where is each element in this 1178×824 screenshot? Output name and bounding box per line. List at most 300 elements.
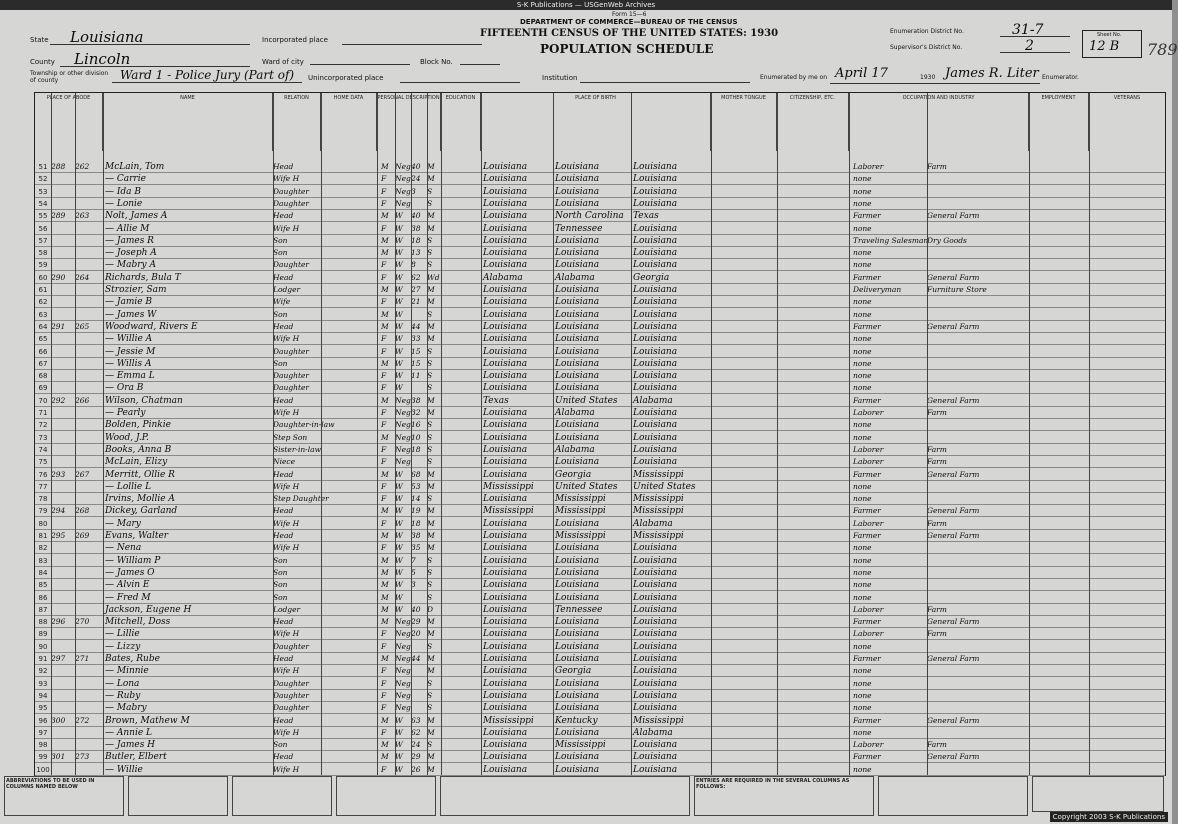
colhead-relation: RELATION [273,93,321,151]
cell-name: — Willis A [105,358,152,369]
table-row [35,432,1165,444]
cell-ind [927,358,997,370]
cell-dw: 293 [51,469,66,479]
cell-dw [51,223,75,235]
cell-name: Wood, J.P. [105,432,149,443]
cell-ms: M [427,481,435,491]
cell-ms: S [427,567,433,577]
cell-dw [51,198,75,210]
cell-dw [51,296,75,308]
cell-dw [51,259,75,271]
cell-rel: Sister-in-law [273,444,322,454]
cell-rn: 66 [38,347,48,356]
cell-ind: General Farm [927,272,980,282]
cell-birth: Louisiana [483,690,528,701]
table-row [35,530,1165,542]
cell-ms: M [427,506,435,516]
cell-dw [51,518,75,530]
cell-sex: M [381,506,389,516]
cell-dw: 290 [51,272,66,282]
cell-rel: Niece [273,457,296,467]
cell-name: — Mabry [105,703,147,714]
cell-dw: 291 [51,321,66,331]
institution-label: Institution [542,74,578,82]
cell-rel: Head [273,715,294,725]
cell-name: Bolden, Pinkie [105,420,171,431]
cell-ind: Farm [927,408,947,417]
column-divider [711,93,712,775]
cell-fam [75,173,101,185]
cell-name: Evans, Walter [105,531,169,541]
table-row [35,567,1165,579]
cell-dw [51,309,75,321]
cell-mother: Alabama [633,727,673,738]
supervisor-value: 2 [1025,38,1034,54]
cell-sex: F [381,174,387,184]
cell-father: Louisiana [555,346,600,357]
enum-district-value: 31-7 [1012,22,1044,38]
cell-mother: Louisiana [633,752,678,763]
cell-rel: Daughter [273,703,309,713]
cell-name: Dickey, Garland [105,506,178,517]
cell-race: W [395,371,403,381]
cell-occ: Laborer [853,408,884,417]
enumerated-date: April 17 [835,66,888,81]
cell-birth: Louisiana [483,371,528,382]
cell-sex: M [381,248,389,258]
cell-sex: M [381,617,389,627]
cell-race: Neg [395,678,411,688]
cell-birth: Louisiana [483,469,528,480]
cell-age: 32 [411,408,421,417]
cell-rel: Daughter [273,186,309,196]
cell-race: W [395,752,403,762]
column-divider [75,93,76,775]
cell-dw [51,173,75,185]
cell-age: 20 [411,629,421,639]
cell-rn: 99 [38,753,48,762]
cell-sex: F [381,297,387,307]
cell-ind: General Farm [927,469,980,479]
cell-father: Louisiana [555,567,600,578]
cell-sex: M [381,740,389,750]
cell-race: Neg [395,432,411,442]
table-row [35,296,1165,308]
cell-rel: Daughter [273,346,309,356]
cell-dw [51,665,75,677]
cell-occ: none [853,260,872,270]
cell-fam: 268 [75,506,90,516]
table-row [35,272,1165,284]
state-value: Louisiana [70,28,144,46]
cell-occ: none [853,346,872,356]
cell-father: Louisiana [555,358,600,369]
cell-occ: Laborer [853,740,884,750]
table-row [35,186,1165,198]
cell-rel: Daughter-in-law [273,420,335,430]
cell-dw [51,186,75,198]
cell-ms: S [427,444,433,454]
cell-rn: 94 [38,691,48,700]
cell-occ: Laborer [853,457,884,467]
cell-ind [927,555,997,567]
cell-occ: Laborer [853,444,884,454]
cell-sex: M [381,162,389,171]
cell-rn: 98 [38,741,48,750]
cell-birth: Louisiana [483,211,528,222]
table-row [35,505,1165,517]
column-divider [553,93,554,775]
cell-occ: none [853,309,872,319]
cell-rn: 77 [38,482,48,491]
cell-race: W [395,223,403,233]
cell-fam: 267 [75,469,90,479]
cell-rn: 68 [38,372,48,381]
unincorporated-label: Unincorporated place [308,74,384,82]
cell-sex: M [381,567,389,577]
cell-rn: 72 [38,421,48,430]
sheet-number-box [1082,30,1142,58]
cell-mother: Louisiana [633,654,678,664]
cell-dw [51,333,75,345]
cell-ms: S [427,432,433,442]
cell-race: W [395,211,403,221]
cell-mother: Mississippi [633,469,684,480]
cell-race: Neg [395,198,411,208]
cell-ms: M [427,531,435,540]
cell-birth: Louisiana [483,494,528,505]
cell-ind: General Farm [927,531,980,540]
footer-entries: ENTRIES ARE REQUIRED IN THE SEVERAL COLUMNS AS FOLLOWS: [694,776,874,816]
cell-ms: S [427,641,433,651]
cell-sex: F [381,457,387,467]
cell-ms: M [427,211,435,221]
cell-ind: General Farm [927,506,980,516]
cell-name: — Jessie M [105,346,156,357]
cell-mother: Louisiana [633,383,678,394]
cell-sex: F [381,518,387,528]
cell-fam [75,296,101,308]
cell-age: 40 [411,162,421,171]
cell-rn: 51 [38,163,48,171]
cell-dw [51,604,75,616]
cell-mother: Louisiana [633,764,678,775]
cell-rn: 83 [38,556,48,565]
cell-occ: none [853,494,872,504]
cell-birth: Louisiana [483,198,528,209]
cell-ind: Farm [927,162,947,171]
column-divider [51,93,52,775]
cell-sex: F [381,666,387,676]
cell-sex: F [381,494,387,504]
cell-rn: 85 [38,581,48,590]
cell-fam: 262 [75,162,90,171]
ward-label: Ward of city [262,58,304,66]
enumerator-suffix: Enumerator. [1042,74,1079,81]
cell-rn: 86 [38,593,48,602]
cell-birth: Louisiana [483,666,528,677]
cell-age: 53 [411,481,421,491]
cell-ms: S [427,371,433,381]
cell-age [411,382,427,394]
colhead-veterans: VETERANS [1113,95,1141,101]
table-row [35,223,1165,235]
cell-ms: M [427,223,435,233]
census-table [34,92,1166,776]
table-row [35,628,1165,640]
cell-occ: none [853,358,872,368]
cell-fam [75,198,101,210]
column-divider [927,93,928,775]
colhead-tongue: MOTHER TONGUE [711,93,777,151]
cell-age: 24 [411,740,421,750]
state-label: State [30,36,49,44]
cell-name: Butler, Elbert [105,752,167,763]
cell-rel: Wife H [273,727,300,737]
cell-occ: none [853,371,872,381]
cell-ind [927,382,997,394]
cell-rel: Son [273,358,288,368]
table-row [35,542,1165,554]
cell-father: North Carolina [555,211,624,222]
cell-fam [75,456,101,468]
cell-name: — William P [105,555,161,566]
cell-name: Books, Anna B [105,444,172,455]
cell-rel: Daughter [273,690,309,700]
cell-father: Mississippi [555,740,606,751]
cell-name: — James O [105,567,155,578]
cell-rn: 76 [38,470,48,479]
cell-rn: 79 [38,507,48,516]
cell-age [411,309,427,321]
cell-ind [927,419,997,431]
cell-age: 26 [411,764,421,774]
cell-rel: Head [273,321,294,331]
cell-name: — Emma L [105,371,155,382]
table-row [35,259,1165,271]
cell-ms: M [427,174,435,184]
cell-ms: M [427,617,435,627]
cell-occ: Farmer [853,654,881,663]
cell-ind [927,542,997,554]
cell-rel: Wife H [273,518,300,528]
cell-dw [51,678,75,690]
cell-ms: S [427,420,433,430]
enumerator-name: James R. Liter [945,66,1039,81]
cell-rel: Head [273,752,294,762]
cell-birth: Louisiana [483,604,528,615]
cell-birth: Louisiana [483,408,528,418]
table-row [35,641,1165,653]
cell-mother: Louisiana [633,248,678,259]
table-row [35,555,1165,567]
cell-birth: Louisiana [483,309,528,320]
cell-name: — Joseph A [105,248,157,259]
cell-name: Nolt, James A [105,211,168,222]
cell-age: 44 [411,654,421,663]
colhead-education: EDUCATION [441,93,481,151]
cell-mother: Louisiana [633,666,678,677]
cell-ind [927,247,997,259]
cell-name: — Ruby [105,690,141,701]
cell-age: 3 [411,580,416,590]
cell-rn: 96 [38,716,48,725]
cell-birth: Mississippi [483,481,534,492]
cell-ms: M [427,518,435,528]
cell-father: Mississippi [555,531,606,541]
cell-mother: Louisiana [633,740,678,751]
cell-father: Louisiana [555,629,600,640]
cell-ms: M [427,666,435,676]
cell-mother: Louisiana [633,309,678,320]
colhead-occupation: OCCUPATION AND INDUSTRY [849,93,1029,151]
cell-occ: none [853,555,872,565]
cell-dw: 295 [51,531,66,540]
cell-dw [51,370,75,382]
cell-name: Strozier, Sam [105,285,167,295]
cell-dw: 292 [51,395,66,405]
cell-race: Neg [395,703,411,713]
cell-occ: Farmer [853,272,881,282]
cell-mother: Louisiana [633,617,678,628]
cell-name: McLain, Elizy [105,457,168,468]
cell-sex: F [381,186,387,196]
cell-fam [75,284,101,296]
cell-rel: Daughter [273,260,309,270]
cell-birth: Louisiana [483,629,528,640]
cell-sex: F [381,408,387,417]
cell-ms: D [427,604,434,614]
cell-ind: General Farm [927,321,980,331]
table-row [35,616,1165,628]
cell-fam: 273 [75,752,90,762]
cell-sex: F [381,690,387,700]
cell-race: Neg [395,420,411,430]
cell-age [411,678,427,690]
column-divider [441,93,442,775]
cell-dw [51,690,75,702]
cell-mother: Alabama [633,518,673,529]
cell-name: — Lollie L [105,481,152,492]
cell-age: 38 [411,223,421,233]
table-row [35,604,1165,616]
cell-race: W [395,285,403,294]
cell-rel: Son [273,567,288,577]
cell-fam [75,641,101,653]
cell-age: 62 [411,272,421,282]
cell-dw: 301 [51,752,66,762]
cell-race: W [395,531,403,540]
table-row [35,173,1165,185]
cell-sex: M [381,469,389,479]
cell-sex: F [381,444,387,454]
cell-rn: 59 [38,261,48,270]
cell-mother: Louisiana [633,592,678,603]
cell-rel: Daughter [273,371,309,381]
cell-age: 44 [411,321,421,331]
cell-rn: 53 [38,187,48,196]
cell-race: W [395,469,403,479]
cell-fam [75,432,101,444]
cell-sex: F [381,371,387,381]
cell-birth: Louisiana [483,580,528,591]
cell-fam [75,727,101,739]
table-row [35,210,1165,222]
cell-ms: M [427,408,435,417]
cell-rn: 65 [38,335,48,344]
cell-birth: Louisiana [483,358,528,369]
cell-fam [75,444,101,456]
cell-rn: 93 [38,679,48,688]
cell-birth: Louisiana [483,531,528,541]
cell-mother: Louisiana [633,174,678,185]
cell-ind [927,493,997,505]
cell-fam [75,665,101,677]
table-row [35,727,1165,739]
cell-ind [927,481,997,493]
cell-father: Louisiana [555,690,600,701]
cell-name: — James W [105,309,157,320]
cell-occ: Farmer [853,752,881,762]
cell-rel: Wife H [273,543,300,553]
cell-ind [927,665,997,677]
cell-rel: Daughter [273,198,309,208]
cell-birth: Louisiana [483,703,528,714]
supervisor-label: Supervisor's District No. [890,44,963,51]
cell-rel: Wife H [273,334,300,344]
cell-age: 14 [411,494,421,504]
colhead-abode: PLACE OF ABODE [35,93,103,151]
cell-ms: M [427,469,435,479]
cell-name: — Jamie B [105,297,153,308]
cell-dw: 296 [51,617,66,627]
cell-name: — Lona [105,678,140,689]
cell-rn: 58 [38,249,48,258]
cell-sex: M [381,580,389,590]
cell-sex: F [381,678,387,688]
cell-sex: M [381,235,389,245]
cell-birth: Louisiana [483,285,528,295]
cell-age: 15 [411,358,421,368]
cell-rn: 64 [38,322,48,331]
cell-name: — Mary [105,518,141,529]
cell-race: W [395,358,403,368]
cell-father: Alabama [555,444,595,455]
table-row [35,247,1165,259]
cell-father: Louisiana [555,309,600,320]
cell-birth: Alabama [483,272,523,283]
cell-rn: 61 [38,286,48,294]
cell-mother: Louisiana [633,321,678,332]
incorporated-label: Incorporated place [262,36,328,44]
cell-sex: F [381,543,387,553]
cell-ms: S [427,235,433,245]
cell-race: W [395,481,403,491]
cell-rel: Son [273,248,288,258]
cell-occ: none [853,641,872,651]
cell-mother: Louisiana [633,555,678,566]
cell-rel: Wife H [273,174,300,184]
cell-sex: F [381,334,387,344]
cell-name: — Carrie [105,174,146,185]
enum-district-label: Enumeration District No. [890,28,964,35]
cell-name: Jackson, Eugene H [105,604,192,615]
cell-fam [75,567,101,579]
cell-dw [51,247,75,259]
sheet-label: Sheet No. [1097,32,1122,38]
cell-birth: Louisiana [483,567,528,578]
cell-mother: Louisiana [633,444,678,455]
